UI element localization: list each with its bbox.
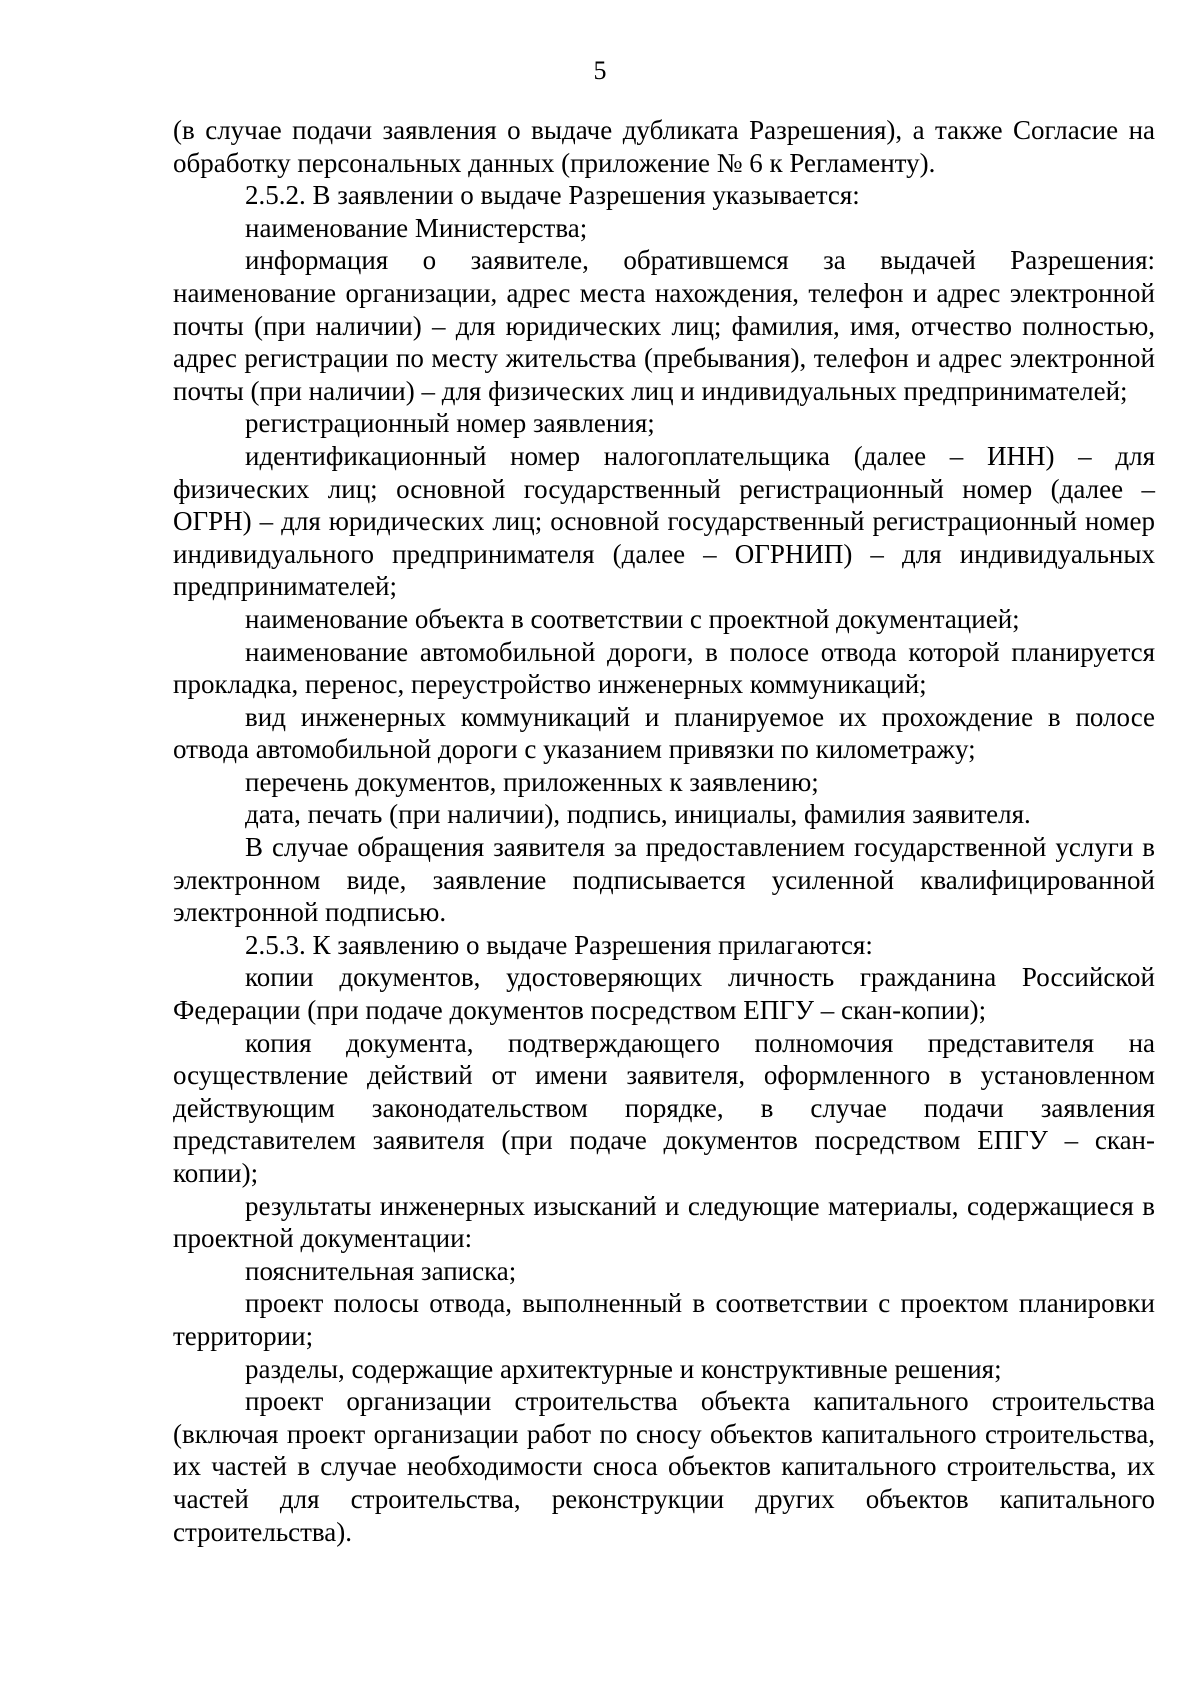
paragraph-communications-type: вид инженерных коммуникаций и планируемое их прохождение в полосе отвода автомобильной дороги с указанием привязки по километражу; bbox=[173, 701, 1155, 765]
paragraph-architectural-sections: разделы, содержащие архитектурные и конструктивные решения; bbox=[245, 1353, 1002, 1384]
paragraph-construction-organization: проект организации строительства объекта капитального строительства (включая проект организации работ по сносу объектов капитального строительства, их частей в случае необходимости сноса объектов капитального строительства, их частей для строительства, реконструкции других объектов капитального строительства). bbox=[173, 1386, 1155, 1547]
paragraph-road-name: наименование автомобильной дороги, в полосе отвода которой планируется прокладка, перенос, переустройство инженерных коммуникаций; bbox=[173, 636, 1155, 700]
paragraph-engineering-surveys: результаты инженерных изысканий и следующие материалы, содержащиеся в проектной документации: bbox=[173, 1190, 1155, 1254]
paragraph-electronic-application: В случае обращения заявителя за предоставлением государственной услуги в электронном виде, заявление подписывается усиленной квалифицированной электронной подписью. bbox=[173, 832, 1155, 928]
paragraph-ministry-name: наименование Министерства; bbox=[245, 212, 588, 243]
paragraph-taxpayer-id: идентификационный номер налогоплательщика (далее – ИНН) – для физических лиц; основной государственный регистрационный номер (далее – ОГРН) – для юридических лиц; основной государственный регистрационный номер индивидуального предпринимателя (далее – ОГРНИП) – для индивидуальных предпринимателей; bbox=[173, 440, 1155, 602]
paragraph-section-2-5-2: 2.5.2. В заявлении о выдаче Разрешения указывается: bbox=[245, 180, 860, 211]
paragraph-representative-authority: копия документа, подтверждающего полномочия представителя на осуществление действий от имени заявителя, оформленного в установленном действующим законодательством порядке, в случае подачи заявления представителем заявителя (при подаче документов посредством ЕПГУ – скан-копии); bbox=[173, 1027, 1155, 1188]
paragraph-applicant-info: информация о заявителе, обратившемся за выдачей Разрешения: наименование организации, адрес места нахождения, телефон и адрес электронной почты (при наличии) – для юридических лиц; фамилия, имя, отчество полностью, адрес регистрации по месту жительства (пребывания), телефон и адрес электронной почты (при наличии) – для физических лиц и индивидуальных предпринимателей; bbox=[173, 245, 1155, 406]
document-body bbox=[173, 114, 1155, 1548]
page-number: 5 bbox=[593, 56, 607, 85]
paragraph-continuation: (в случае подачи заявления о выдаче дубликата Разрешения), а также Согласие на обработку персональных данных (приложение № 6 к Регламенту). bbox=[173, 115, 1155, 178]
paragraph-section-2-5-3: 2.5.3. К заявлению о выдаче Разрешения прилагаются: bbox=[245, 929, 873, 960]
paragraph-registration-number: регистрационный номер заявления; bbox=[245, 408, 655, 439]
paragraph-right-of-way-project: проект полосы отвода, выполненный в соответствии с проектом планировки территории; bbox=[173, 1288, 1155, 1351]
paragraph-object-name: наименование объекта в соответствии с проектной документацией; bbox=[245, 603, 1020, 634]
paragraph-documents-list: перечень документов, приложенных к заявлению; bbox=[245, 766, 819, 797]
paragraph-date-signature: дата, печать (при наличии), подпись, инициалы, фамилия заявителя. bbox=[245, 799, 1031, 830]
paragraph-identity-documents: копии документов, удостоверяющих личность гражданина Российской Федерации (при подаче документов посредством ЕПГУ – скан-копии); bbox=[173, 962, 1155, 1026]
paragraph-explanatory-note: пояснительная записка; bbox=[245, 1255, 517, 1286]
